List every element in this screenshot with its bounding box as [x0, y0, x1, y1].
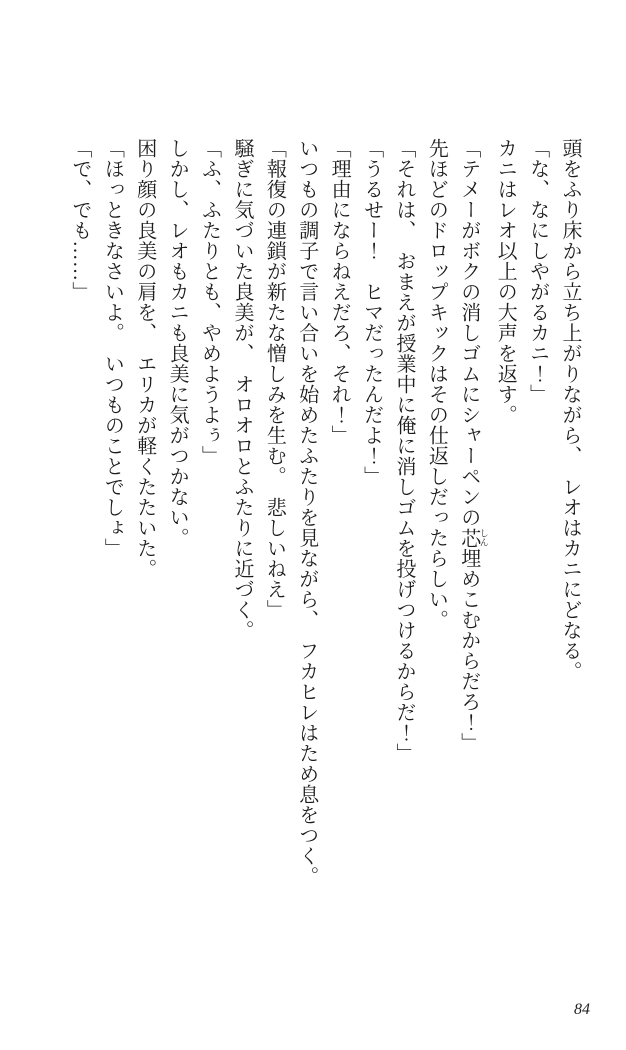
text-line: 「理由にならねえだろ、それ！」 — [328, 138, 351, 446]
page-text — [64, 138, 587, 908]
page-number: 84 — [574, 1001, 590, 1018]
text-line: 騒ぎに気づいた良美が、 オロオロとふたりに近づく。 — [230, 138, 253, 641]
text-line: 「テメーがボクの消しゴムにシャーペンの芯 しん埋めこむからだろ！」 — [457, 138, 489, 753]
text-line: 「ほっときなさいよ。 いつものことでしょ」 — [101, 138, 124, 559]
text-line: 困り顔の良美の肩を、 エリカが軽くたたいた。 — [133, 138, 156, 579]
text-line: 「うるせー！ ヒマだったんだよ！」 — [360, 138, 383, 487]
text-line: いつもの調子で言い合いを始めたふたりを見ながら、 フカヒレはため息をつく。 — [295, 138, 318, 887]
text-line: カニはレオ以上の大声を返す。 — [494, 138, 517, 425]
furigana: 芯 しん — [457, 527, 489, 548]
text-line: 「報復の連鎖が新たな憎しみを生む。 悲しいねえ」 — [263, 138, 286, 620]
text-line: 「それは、 おまえが授業中に俺に消しゴムを投げつけるからだ！」 — [392, 138, 415, 764]
text-line: 頭をふり床から立ち上がりながら、 レオはカニにどなる。 — [559, 138, 581, 682]
text-line: 「で、でも……」 — [68, 138, 91, 302]
text-line: 「な、なにしやがるカニ！」 — [526, 138, 549, 405]
text-line: 先ほどのドロップキックはその仕返しだったらしい。 — [425, 138, 448, 630]
text-line: しかし、レオもカニも良美に気がつかない。 — [166, 138, 189, 548]
text-line: 「ふ、ふたりとも、やめようよぅ」 — [198, 138, 221, 466]
